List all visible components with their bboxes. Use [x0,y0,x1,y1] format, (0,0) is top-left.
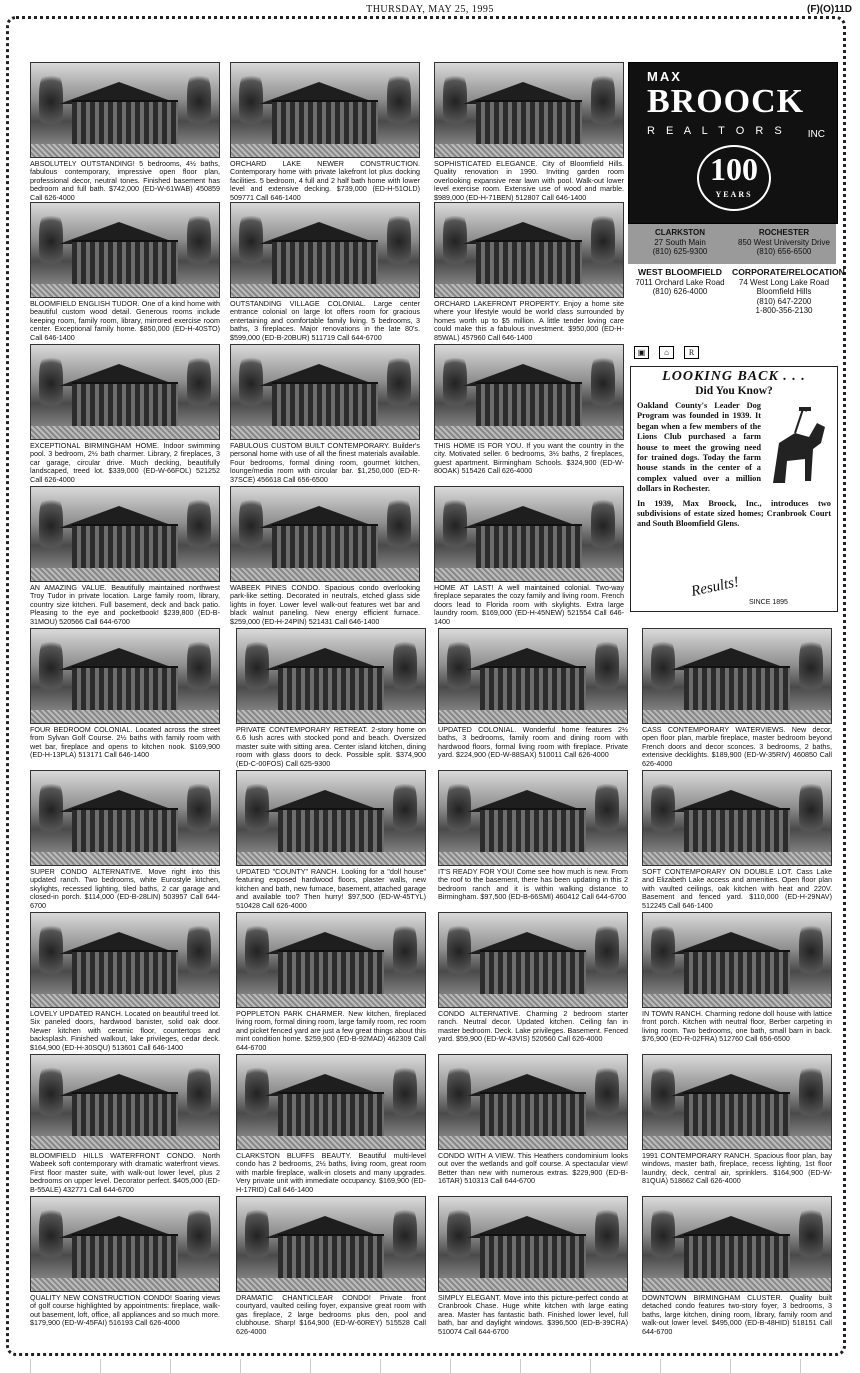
max-broock-logo [628,62,838,224]
house-photo [30,202,220,298]
clarkston-name: CLARKSTON [654,228,706,237]
listing-description: LOVELY UPDATED RANCH. Located on beautiful treed lot. Six paneled doors, hardwood banister, solid oak door. Newer kitchen with ceramic floor, countertops and backsplash. Finished walkout, lake privileges, cedar deck. $164,900 (ED-H-30SQU) 513601 Call 646-1400 [30,1009,220,1052]
listing-description: SOPHISTICATED ELEGANCE. City of Bloomfield Hills. Quality renovation in 1990. Inviting garden room overlooking expansive rear lawn with pool. Walk-out lower level exercise room. Extensive use of wood and marble. $989,000 (ED-H-71BEN) 512807 Call 646-1400 [434,159,624,202]
listing-20 [642,770,832,910]
results-signature: Results! [689,574,741,600]
corporate-office [732,267,845,316]
corp-address-2: Bloomfield Hills [756,287,812,296]
listing-22 [236,912,426,1052]
listing-description: CLARKSTON BLUFFS BEAUTY. Beautiful multi-level condo has 2 bedrooms, 2½ baths, living room, great room with marble fireplace, walk-in closets and many upgrades. Very private unit with immediate occupancy. $169,900 (ED-H-17RID) Call 646-1400 [236,1151,426,1194]
listing-2 [230,62,420,202]
wb-address: 7011 Orchard Lake Road [635,277,725,287]
listing-14 [236,628,426,768]
listing-11 [230,486,420,626]
listing-description: EXCEPTIONAL BIRMINGHAM HOME. Indoor swimming pool. 3 bedroom, 2½ bath charmer. Library, 2 fireplaces, 3 car garage, circular drive. Much decking, beautifully landscaped, treed lot. $339,000 (ED-W-66FOL) 521252 Call 626-4000 [30,441,220,484]
looking-back-para-1 [637,401,831,495]
wb-phone: (810) 626-4000 [652,287,708,296]
house-photo [438,912,628,1008]
listing-description: SOFT CONTEMPORARY ON DOUBLE LOT. Cass Lake and Elizabeth Lake access and amenities. Open floor plan with vaulted ceilings, oak kitchen with heat and 220V. Basement and fenced yard. $110,000 (ED-H-29NAV) 512245 Call 646-1400 [642,867,832,910]
house-photo [30,1196,220,1292]
listing-28 [642,1054,832,1186]
house-photo [236,770,426,866]
listing-7 [30,344,220,484]
listing-description: BLOOMFIELD HILLS WATERFRONT CONDO. North Wabeek soft contemporary with dramatic waterfront views. First floor master suite, with walk-out lower level, plus 2 bedrooms on upper level. Decorator perfect. $405,000 (ED-B-55ALE) 432771 Call 644-6700 [30,1151,220,1194]
listing-description: CASS CONTEMPORARY WATERVIEWS. New decor, open floor plan, marble fireplace, master bedroom beyond French doors and decor sconces. 3 bedrooms, 2 baths, extensive decklights. $189,900 (ED-W-35RIV) 460850 Call 626-4000 [642,725,832,768]
issue-date: THURSDAY, MAY 25, 1995 [366,4,494,15]
listing-description: OUTSTANDING VILLAGE COLONIAL. Large center entrance colonial on large lot offers room for gracious entertaining and comfortable family living. 5 bedrooms, 3 baths, 3 fireplaces. Major renovations in the late 80's. $599,000 (ED-B-20BUR) 511719 Call 644-6700 [230,299,420,342]
years-label: YEARS [715,190,753,199]
listing-17 [30,770,220,910]
listing-15 [438,628,628,760]
rochester-name: ROCHESTER [758,228,810,237]
page-number: (F)(O)11D [807,4,852,15]
office-directory [628,224,845,320]
listing-description: ORCHARD LAKE NEWER CONSTRUCTION. Contemporary home with private lakefront lot plus docking facilities. 5 bedroom, 4 full and 2 half bath home with lower level and extensive decking. $739,000 (ED-H-51OLD) 509771 Call 646-1400 [230,159,420,202]
house-photo [30,912,220,1008]
house-photo [434,202,624,298]
rochester-office [732,224,836,264]
west-bloomfield-office [628,268,732,297]
listing-8 [230,344,420,484]
house-photo [230,62,420,158]
house-photo [236,1054,426,1150]
equal-housing-icon: ⌂ [659,346,674,359]
listing-10 [30,486,220,626]
listing-description: DRAMATIC CHANTICLEAR CONDO! Private front courtyard, vaulted ceiling foyer, expansive great room with gas fireplace, 2 large bedrooms plus den, pool and clubhouse. Sharp! $164,900 (ED-W-60REY) 515528 Call 626-4000 [236,1293,426,1336]
listing-description: AN AMAZING VALUE. Beautifully maintained northwest Troy Tudor in private location. Large family room, library, country size kitchen. Full basement, deck and back patio. Pleasing to the eye and pocketbook! $239,800 (ED-B-31MOU) 520566 Call 644-6700 [30,583,220,626]
listing-27 [438,1054,628,1186]
listing-13 [30,628,220,760]
listing-description: FOUR BEDROOM COLONIAL. Located across the street from Sylvan Golf Course. 2½ baths with family room with wet bar, fireplace and opens to kitchen nook. $169,900 (ED-H-13PLA) 513171 Call 646-1400 [30,725,220,760]
house-photo [230,202,420,298]
listing-description: UPDATED "COUNTY" RANCH. Looking for a "doll house" featuring exposed hardwood floors, plaster walls, new kitchen and bath, new furnace, basement, attached garage and available too? Then hurry! $97,500 (ED-W-45TYL) 510428 Call 626-4000 [236,867,426,910]
listing-description: DOWNTOWN BIRMINGHAM CLUSTER. Quality built detached condo features two-story foyer, 3 bedrooms, 3 baths, large kitchen, dining room, library, family room and walk-out lower level. $495,000 (ED-B-48HID) 518151 Call 644-6700 [642,1293,832,1336]
listing-description: 1991 CONTEMPORARY RANCH. Spacious floor plan, bay windows, master bath, fireplace, recess lighting, 1st floor laundry, deck, central air, sprinklers. $164,900 (ED-W-81QUA) 518662 Call 626-4000 [642,1151,832,1186]
house-photo [434,62,624,158]
realtor-icon: R [684,346,699,359]
listing-description: QUALITY NEW CONSTRUCTION CONDO! Soaring views of golf course highlighted by appointments: fireplace, walk-out basement, loft, office, all appliances and so much more. $179,900 (ED-W-45FAI) 516193 Call 626-4000 [30,1293,220,1328]
house-photo [236,912,426,1008]
logo-realtors-text: R E A L T O R S [647,125,786,137]
listing-30 [236,1196,426,1336]
listing-4 [30,202,220,342]
house-photo [30,62,220,158]
listing-18 [236,770,426,910]
house-photo [30,628,220,724]
house-photo [230,486,420,582]
hundred-years-emblem [697,145,771,211]
clarkston-phone: (810) 625-9300 [652,247,708,256]
house-photo [236,1196,426,1292]
looking-back-subtitle: Did You Know? [695,385,773,397]
listing-description: IN TOWN RANCH. Charming redone doll house with lattice front porch. Kitchen with neutral floor, Berber carpeting in living room. Two bedrooms, one bath, small barn in back. $76,900 (ED-R-02FRA) 512760 Call 656-6500 [642,1009,832,1044]
listing-description: THIS HOME IS FOR YOU. If you want the country in the city. Motivated seller. 6 bedrooms, 3½ baths, 2 fireplaces, guest apartment. Birmingham Schools. $324,900 (ED-W-80OAK) 515426 Call 626-4000 [434,441,624,476]
listing-26 [236,1054,426,1194]
listing-6 [434,202,624,342]
logo-brock-text: BROOCK [647,83,805,120]
corp-toll-free: 1-800-356-2130 [755,306,813,315]
house-photo [438,770,628,866]
house-photo [236,628,426,724]
listing-24 [642,912,832,1044]
clarkston-office [628,224,732,264]
listing-description: POPPLETON PARK CHARMER. New kitchen, fireplaced living room, formal dining room, large family room, rec room and picket fenced yard are just a few great things about this mint condition home. $259,900 (ED-B-92MAD) 462309 Call 644-6700 [236,1009,426,1052]
listing-description: CONDO ALTERNATIVE. Charming 2 bedroom starter ranch. Neutral decor. Updated kitchen. Ceiling fan in master bedroom. Deck. Lake privileges. Basement. Fenced yard. $59,900 (ED-W-43VIS) 520560 Call 626-4000 [438,1009,628,1044]
listing-29 [30,1196,220,1328]
looking-back-para-2: In 1939, Max Broock, Inc., introduces two subdivisions of estate sized homes; Cranbrook Court and South Bloomfield Glens. [637,498,831,529]
listing-description: CONDO WITH A VIEW. This Heathers condominium looks out over the wetlands and golf course. A spectacular view! Better than new with numerous extras. $229,900 (ED-B-16TAR) 510313 Call 644-6700 [438,1151,628,1186]
listing-31 [438,1196,628,1336]
house-photo [434,344,624,440]
logo-inc-text: INC [807,129,825,140]
house-photo [30,486,220,582]
listing-description: WABEEK PINES CONDO. Spacious condo overlooking park-like setting. Decorated in neutrals, etched glass side lights in foyer. Lower level walk-out features wet bar and black walnut paneling. New energy efficient furnace. $259,000 (ED-H-24PIN) 521431 Call 646-1400 [230,583,420,626]
badges-row [634,342,705,360]
listing-description: SUPER CONDO ALTERNATIVE. Move right into this updated ranch. Two bedrooms, white Eurostyle kitchen, skylights, recessed lighting, tiled baths, 2 car garage and closed-in porch. $114,000 (ED-B-28LIN) 503957 Call 644-6700 [30,867,220,910]
house-photo [642,1196,832,1292]
house-photo [30,344,220,440]
mls-icon: ▣ [634,346,649,359]
house-photo [642,770,832,866]
corp-name: CORPORATE/RELOCATION [732,267,845,277]
listing-description: PRIVATE CONTEMPORARY RETREAT. 2-story home on 6.6 lush acres with stocked pond and beach. Oversized master suite with sitting area. Center island kitchen, dining room with glass doors to deck. Possible split. $374,900 (ED-C-00FOS) Call 625-9300 [236,725,426,768]
listing-23 [438,912,628,1044]
house-photo [30,1054,220,1150]
rochester-address: 850 West University Drive [738,237,830,247]
house-photo [434,486,624,582]
since-1895: SINCE 1895 [749,599,788,606]
scan-noise-strip [0,1359,860,1373]
listing-description: ABSOLUTELY OUTSTANDING! 5 bedrooms, 4½ baths, fabulous contemporary, impressive open floor plan, professional decor, neutral tones. Finished basement has bedroom and full bath. $742,000 (ED-W-61WAB) 450859 Call 626-4000 [30,159,220,202]
listing-description: HOME AT LAST! A well maintained colonial. Two-way fireplace separates the cozy family and living room. French doors lead to Florida room with skylights. Extra large laundry room. $169,000 (ED-H-45NEW) 521554 Call 646-1400 [434,583,624,626]
house-photo [642,912,832,1008]
listing-description: UPDATED COLONIAL. Wonderful home features 2½ baths, 3 bedrooms, family room and dining room with hardwood floors, formal living room with fireplace. Private yard. $224,900 (ED-W-88SAX) 510011 Call 626-4000 [438,725,628,760]
house-photo [230,344,420,440]
house-photo [642,1054,832,1150]
listing-9 [434,344,624,476]
listing-description: IT'S READY FOR YOU! Come see how much is new. From the roof to the basement, there has been updating in this 2 bedroom ranch and it is within walking distance to Birmingham. $97,500 (ED-B-66SMI) 460412 Call 644-6700 [438,867,628,902]
leader-dog-icon [765,403,831,493]
listing-12 [434,486,624,626]
corp-address-1: 74 West Long Lake Road [738,277,830,287]
listing-5 [230,202,420,342]
listing-19 [438,770,628,902]
rochester-phone: (810) 656-6500 [756,247,812,256]
wb-name: WEST BLOOMFIELD [637,267,723,277]
looking-back-box [630,366,838,612]
house-photo [438,628,628,724]
years-number: 100 [710,151,758,187]
listing-32 [642,1196,832,1336]
looking-back-title: LOOKING BACK . . . [662,369,806,384]
house-photo [438,1054,628,1150]
listing-1 [30,62,220,202]
listing-16 [642,628,832,768]
looking-back-text-1: Oakland County's Leader Dog Program was founded in 1939. It began when a few members of the Lions Club purchased a farm house to meet the growing need for trained dogs. Today the farm house stands in the center of a complex valued over a million dollars in Rochester. [637,401,761,494]
house-photo [30,770,220,866]
listing-description: FABULOUS CUSTOM BUILT CONTEMPORARY. Builder's personal home with use of all the finest materials available. Four bedrooms, formal dining room, gourmet kitchen, lounge/media room with circular bar. $1,250,000 (ED-R-37SCE) 456618 Call 656-6500 [230,441,420,484]
listing-3 [434,62,624,202]
house-photo [438,1196,628,1292]
listing-description: SIMPLY ELEGANT. Move into this picture-perfect condo at Cranbrook Chase. Huge white kitchen with large eating area. Master has fantastic bath. Finished lower level, full bath, bar and daylight windows. $396,500 (ED-B-39CRA) 510074 Call 644-6700 [438,1293,628,1336]
corp-phone: (810) 647-2200 [756,296,812,306]
clarkston-address: 27 South Main [654,237,706,247]
house-photo [642,628,832,724]
listing-description: ORCHARD LAKEFRONT PROPERTY. Enjoy a home site where your lifestyle would be world class surrounded by homes worth up to $5 million. A little tender loving care could make this a fabulous investment. $950,000 (ED-H-85WAL) 457960 Call 646-1400 [434,299,624,342]
logo-max-text: MAX [647,69,682,84]
listing-25 [30,1054,220,1194]
listing-description: BLOOMFIELD ENGLISH TUDOR. One of a kind home with beautiful custom wood detail. Generous rooms include keeping room, family room, library, mirrored exercise room center. Exceptional family home. $850,000 (ED-H-40STO) Call 646-1400 [30,299,220,342]
listing-21 [30,912,220,1052]
